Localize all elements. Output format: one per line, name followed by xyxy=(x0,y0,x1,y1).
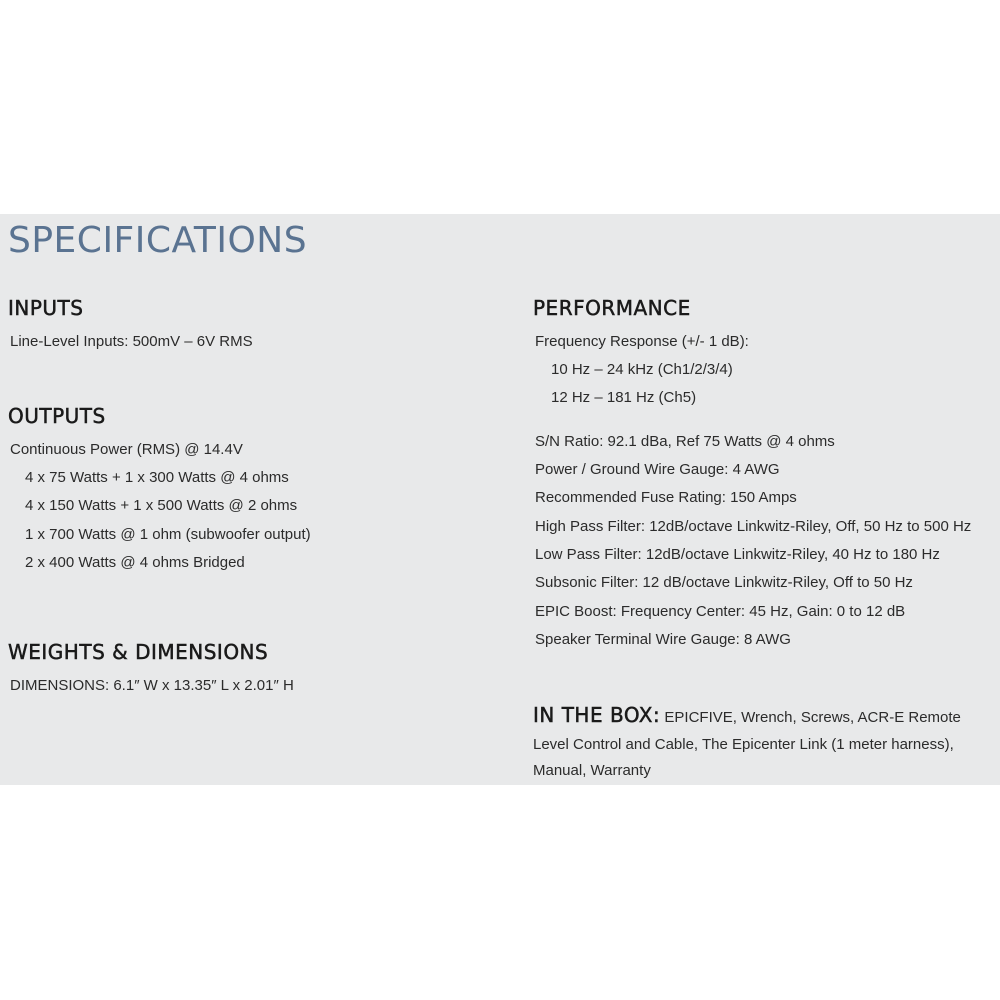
performance-line: 10 Hz – 24 kHz (Ch1/2/3/4) xyxy=(551,361,733,378)
in-the-box-text: EPICFIVE, Wrench, Screws, ACR-E Remote Level Control and Cable, The Epicenter Link (1 meter harness), Manual, Warranty xyxy=(533,709,961,779)
performance-line: Subsonic Filter: 12 dB/octave Linkwitz-Riley, Off to 50 Hz xyxy=(535,574,913,591)
page-title: SPECIFICATIONS xyxy=(8,220,308,261)
in-the-box-heading: IN THE BOX: xyxy=(533,703,661,727)
specifications-panel xyxy=(0,214,1000,785)
performance-line: High Pass Filter: 12dB/octave Linkwitz-Riley, Off, 50 Hz to 500 Hz xyxy=(535,518,972,535)
outputs-line: 4 x 75 Watts + 1 x 300 Watts @ 4 ohms xyxy=(25,469,289,486)
performance-line: Frequency Response (+/- 1 dB): xyxy=(535,333,749,350)
performance-line: Low Pass Filter: 12dB/octave Linkwitz-Riley, 40 Hz to 180 Hz xyxy=(535,546,940,563)
outputs-line: Continuous Power (RMS) @ 14.4V xyxy=(10,441,243,458)
dimensions-line: DIMENSIONS: 6.1″ W x 13.35″ L x 2.01″ H xyxy=(10,677,294,694)
inputs-heading: INPUTS xyxy=(8,296,84,320)
outputs-line: 1 x 700 Watts @ 1 ohm (subwoofer output) xyxy=(25,526,311,543)
performance-heading: PERFORMANCE xyxy=(533,296,691,320)
performance-line: Power / Ground Wire Gauge: 4 AWG xyxy=(535,461,780,478)
outputs-line: 2 x 400 Watts @ 4 ohms Bridged xyxy=(25,554,245,571)
inputs-line: Line-Level Inputs: 500mV – 6V RMS xyxy=(10,333,253,350)
performance-line: Recommended Fuse Rating: 150 Amps xyxy=(535,489,797,506)
performance-line: 12 Hz – 181 Hz (Ch5) xyxy=(551,389,697,406)
performance-line: Speaker Terminal Wire Gauge: 8 AWG xyxy=(535,631,791,648)
in-the-box xyxy=(533,702,988,785)
weights-dimensions-heading: WEIGHTS & DIMENSIONS xyxy=(8,640,269,664)
performance-line: S/N Ratio: 92.1 dBa, Ref 75 Watts @ 4 ohms xyxy=(535,433,835,450)
outputs-heading: OUTPUTS xyxy=(8,404,106,428)
outputs-line: 4 x 150 Watts + 1 x 500 Watts @ 2 ohms xyxy=(25,497,298,514)
performance-line: EPIC Boost: Frequency Center: 45 Hz, Gain: 0 to 12 dB xyxy=(535,603,906,620)
